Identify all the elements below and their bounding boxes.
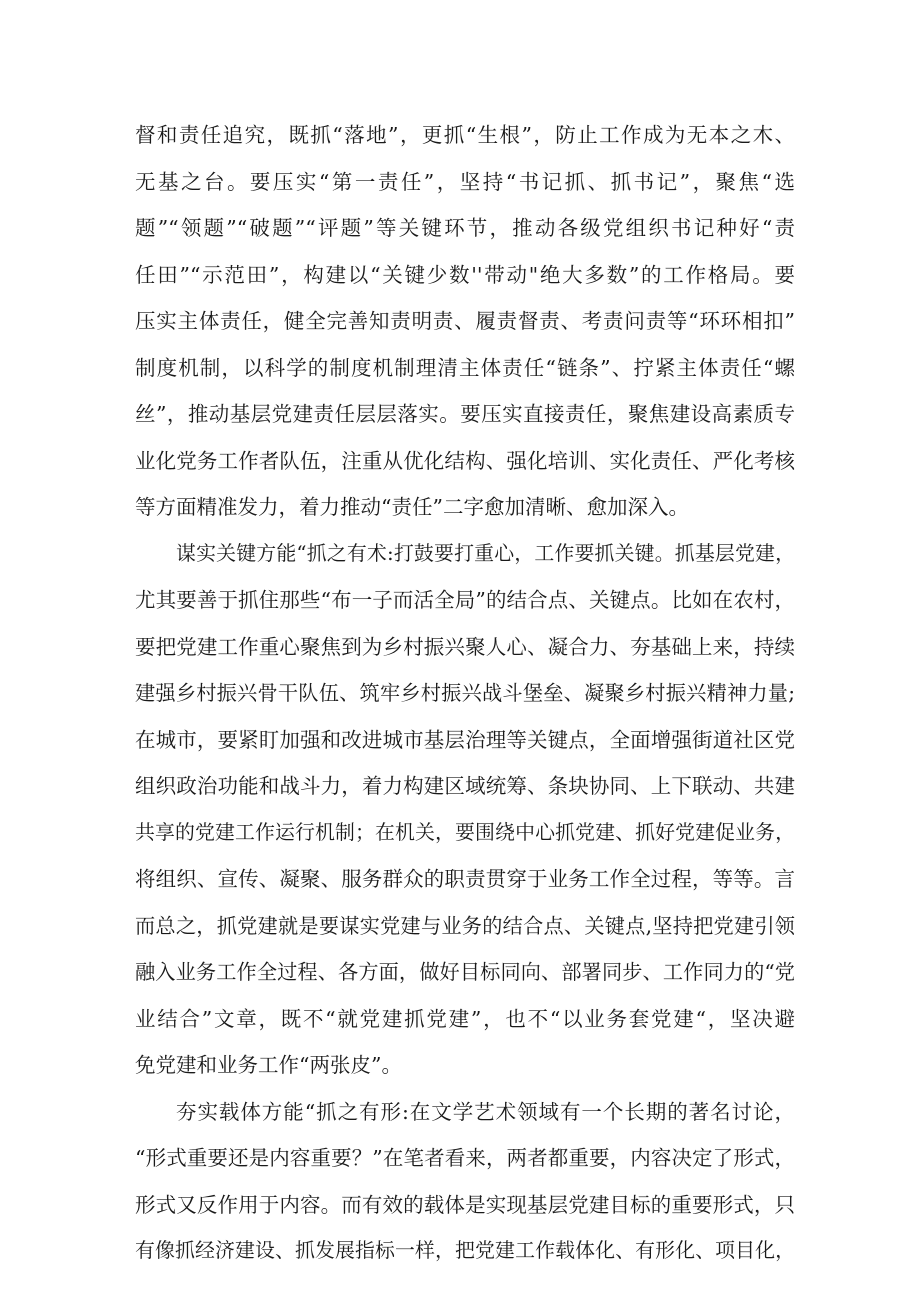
text-line: 无基之台。要压实“第一责任”，坚持“书记抓、抓书记”，聚焦“选 — [135, 170, 795, 194]
text-line: 在城市，要紧盯加强和改进城市基层治理等关键点，全面增强街道社区党 — [135, 728, 795, 752]
text-line: “形式重要还是内容重要？”在笔者看来，两者都重要，内容决定了形式， — [135, 1146, 795, 1170]
paragraph-first-line: 谋实关键方能“抓之有术:打鼓要打重心，工作要抓关键。抓基层党建， — [176, 542, 795, 565]
text-line: 要把党建工作重心聚焦到为乡村振兴聚人心、凝合力、夯基础上来，持续 — [135, 635, 795, 659]
text-line: 题”“领题”“破题”“评题”等关键环节，推动各级党组织书记种好“责 — [135, 216, 795, 240]
text-line: 免党建和业务工作“两张皮”。 — [135, 1053, 402, 1077]
text-line: 业结合”文章，既不“就党建抓党建”，也不“以业务套党建“，坚决避 — [135, 1007, 795, 1031]
text-line: 业化党务工作者队伍，注重从优化结构、强化培训、实化责任、严化考核 — [135, 449, 795, 473]
text-line: 尤其要善于抓住那些“布一子而活全局”的结合点、关键点。比如在农村， — [135, 588, 795, 612]
text-line: 形式又反作用于内容。而有效的载体是实现基层党建目标的重要形式，只 — [135, 1193, 795, 1217]
text-line: 制度机制，以科学的制度机制理清主体责任“链条”、拧紧主体责任“螺 — [135, 356, 795, 380]
paragraph-first-line: 夯实载体方能“抓之有形:在文学艺术领域有一个长期的著名讨论， — [176, 1100, 795, 1124]
text-line: 将组织、宣传、凝聚、服务群众的职责贯穿于业务工作全过程，等等。言 — [135, 867, 795, 891]
text-line: 压实主体责任，健全完善知责明责、履责督责、考责问责等“环环相扣” — [135, 309, 795, 333]
text-line: 有像抓经济建设、抓发展指标一样，把党建工作载体化、有形化、项目化， — [135, 1239, 795, 1262]
text-line: 任田”“示范田”，构建以“关键少数''带动"绝大多数”的工作格局。要 — [135, 263, 795, 287]
text-line: 共享的党建工作运行机制；在机关，要围绕中心抓党建、抓好党建促业务， — [135, 821, 795, 844]
text-line: 丝”，推动基层党建责任层层落实。要压实直接责任，聚焦建设高素质专 — [135, 402, 795, 426]
text-line: 督和责任追究，既抓“落地”，更抓“生根”，防止工作成为无本之木、 — [135, 123, 795, 147]
text-line: 组织政治功能和战斗力，着力构建区域统筹、条块协同、上下联动、共建 — [135, 774, 795, 798]
text-line: 而总之，抓党建就是要谋实党建与业务的结合点、关键点,坚持把党建引领 — [135, 914, 795, 938]
text-line: 融入业务工作全过程、各方面，做好目标同向、部署同步、工作同力的“党 — [135, 960, 795, 984]
text-line: 建强乡村振兴骨干队伍、筑牢乡村振兴战斗堡垒、凝聚乡村振兴精神力量; — [135, 681, 795, 705]
text-line: 等方面精准发力，着力推动“责任”二字愈加清晰、愈加深入。 — [135, 495, 689, 519]
